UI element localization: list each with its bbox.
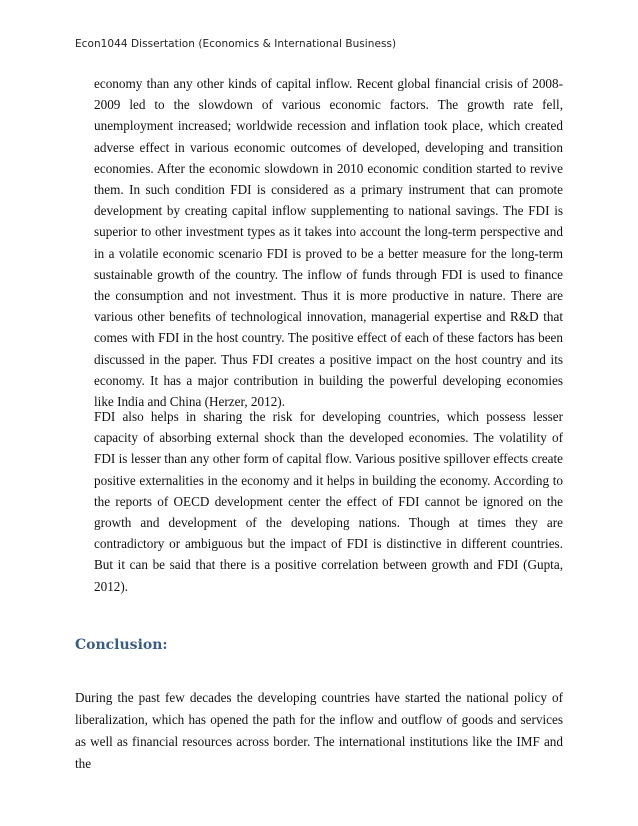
body-paragraph-risk-sharing: FDI also helps in sharing the risk for developing countries, which possess lesser capacity of absorbing external shock than the developed economies. The volatility of FDI is lesser than any other form of capital flow. Various positive spillover effects create positive externalities in the economy and it helps in building the economy. According to the reports of OECD development center the effect of FDI cannot be ignored on the growth and development of the developing nations. Though at times they are contradictory or ambiguous but the impact of FDI is distinctive in different countries. But it can be said that there is a positive correlation between growth and FDI (Gupta, 2012). — [94, 409, 563, 594]
conclusion-paragraph: During the past few decades the developing countries have started the national policy of liberalization, which has opened the path for the inflow and outflow of goods and services as well as financial resources across border. The international institutions like the IMF and the — [75, 690, 563, 771]
running-header: Econ1044 Dissertation (Economics & International Business) — [75, 38, 397, 50]
body-paragraph-fdi-benefits: economy than any other kinds of capital inflow. Recent global financial crisis of 2008-2009 led to the slowdown of various economic factors. The growth rate fell, unemployment increased; worldwide recession and inflation took place, which created adverse effect in various economic outcomes of developed, developing and transition economies. After the economic slowdown in 2010 economic condition started to revive them. In such condition FDI is considered as a primary instrument that can promote development by creating capital inflow supplementing to national savings. The FDI is superior to other investment types as it takes into account the long-term perspective and in a volatile economic scenario FDI is proved to be a better measure for the long-term sustainable growth of the country. The inflow of funds through FDI is used to finance the consumption and not investment. Thus it is more productive in nature. There are various other benefits of technological innovation, managerial expertise and R&D that comes with FDI in the host country. The positive effect of each of these factors has been discussed in the paper. Thus FDI creates a positive impact on the host country and its economy. It has a major contribution in building the powerful developing economies like India and China (Herzer, 2012). — [94, 76, 563, 410]
conclusion-heading: Conclusion: — [75, 637, 168, 653]
